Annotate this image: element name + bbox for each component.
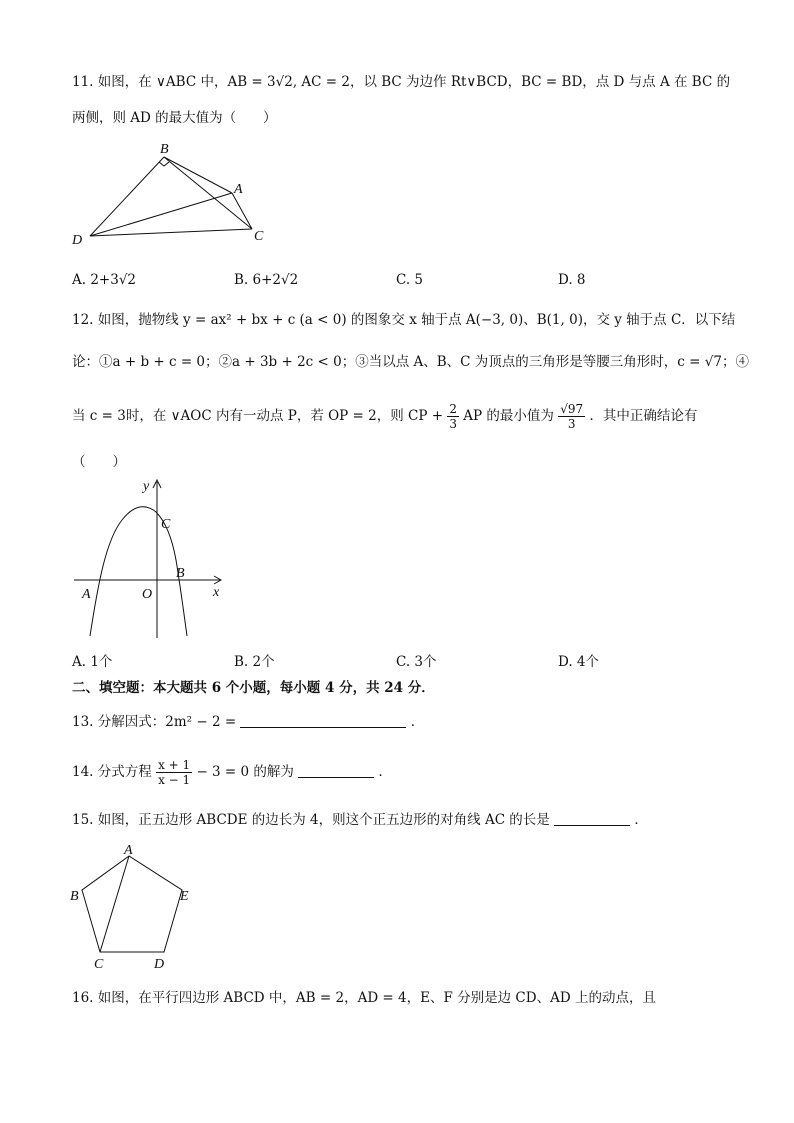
q15-end: ． [634, 812, 648, 828]
q15-label-b: B [70, 889, 79, 904]
q12-fraction-sqrt97-3: $\frac{√97}{3}$ [560, 402, 584, 431]
q12-line3b: AP 的最小值为 [463, 408, 554, 424]
q12-options [72, 650, 752, 670]
q12-fraction-2-3: $\frac{2}{3}$ [449, 402, 457, 431]
q14-end: ． [378, 764, 393, 780]
q14-post: − 3 = 0 的解为 [196, 764, 294, 780]
q13-end: ． [410, 714, 425, 730]
q13-answer-blank[interactable] [240, 713, 406, 728]
q11-option-a[interactable]: A. 2+3√2 [72, 272, 137, 288]
q14-pre: 14. 分式方程 [72, 764, 152, 780]
q13 [72, 712, 734, 732]
q15-label-d: D [154, 957, 165, 972]
q11-options [72, 272, 752, 292]
q11-option-d[interactable]: D. 8 [558, 272, 586, 288]
q12-parabola-figure [66, 474, 236, 640]
q15-pentagon-figure [66, 842, 206, 972]
q15-answer-blank[interactable] [554, 811, 630, 826]
q12-line4: （ ） [72, 454, 126, 470]
q14 [72, 754, 734, 790]
q11-label-c: C [254, 229, 264, 244]
q12-label-a: A [82, 587, 91, 602]
q11-line2: 两侧，则 AD 的最大值为（ ） [72, 110, 277, 126]
q11-option-c[interactable]: C. 5 [396, 272, 424, 288]
q14-fraction: $\frac{x + 1}{x - 1}$ [158, 758, 191, 787]
q11-label-d: D [72, 233, 83, 248]
q11-figure [66, 140, 286, 250]
q12-option-b[interactable]: B. 2个 [234, 654, 275, 670]
q11-label-b: B [160, 142, 169, 157]
q12-line1: 12. 如图，抛物线 y = ax² + bx + c (a < 0) 的图象交 x 轴于点 A(−3, 0)、B(1, 0)，交 y 轴于点 C．以下结 [72, 312, 736, 328]
q15-label-e: E [180, 889, 189, 904]
q15 [72, 810, 734, 830]
q15-label-c: C [94, 957, 104, 972]
section-2-heading: 二、填空题：本大题共 6 个小题，每小题 4 分，共 24 分． [72, 680, 435, 696]
q12-line3a: 当 c = 3时，在 ∨AOC 内有一动点 P，若 OP = 2，则 CP + [72, 408, 444, 424]
q12-line3 [72, 398, 734, 434]
q12-option-c[interactable]: C. 3个 [396, 654, 437, 670]
q13-text: 13. 分解因式：2m² − 2 = [72, 714, 237, 730]
q14-answer-blank[interactable] [298, 763, 374, 778]
q15-text: 15. 如图，正五边形 ABCDE 的边长为 4，则这个正五边形的对角线 AC 的长是 [72, 812, 550, 828]
q16-line1: 16. 如图，在平行四边形 ABCD 中，AB = 2，AD = 4，E、F 分别是边 CD、AD 上的动点，且 [72, 990, 656, 1006]
q11-line1: 11. 如图，在 ∨ABC 中，AB = 3√2, AC = 2，以 BC 为边作 Rt∨BCD，BC = BD，点 D 与点 A 在 BC 的 [72, 74, 731, 90]
q12-label-o: O [142, 587, 153, 602]
q12-label-b: B [176, 566, 185, 581]
q12-option-a[interactable]: A. 1个 [72, 654, 113, 670]
q12-option-d[interactable]: D. 4个 [558, 654, 600, 670]
q15-label-a: A [124, 843, 133, 858]
q12-line3c: ．其中正确结论有 [589, 408, 698, 424]
q12-label-y: y [143, 479, 150, 494]
q11-label-a: A [234, 182, 243, 197]
q12-line2: 论：①a + b + c = 0；②a + 3b + 2c < 0；③当以点 A、B、C 为顶点的三角形是等腰三角形时，c = √7；④ [72, 354, 749, 370]
q12-label-x: x [213, 585, 220, 600]
q11-option-b[interactable]: B. 6+2√2 [234, 272, 299, 288]
q12-label-c: C [161, 517, 171, 532]
